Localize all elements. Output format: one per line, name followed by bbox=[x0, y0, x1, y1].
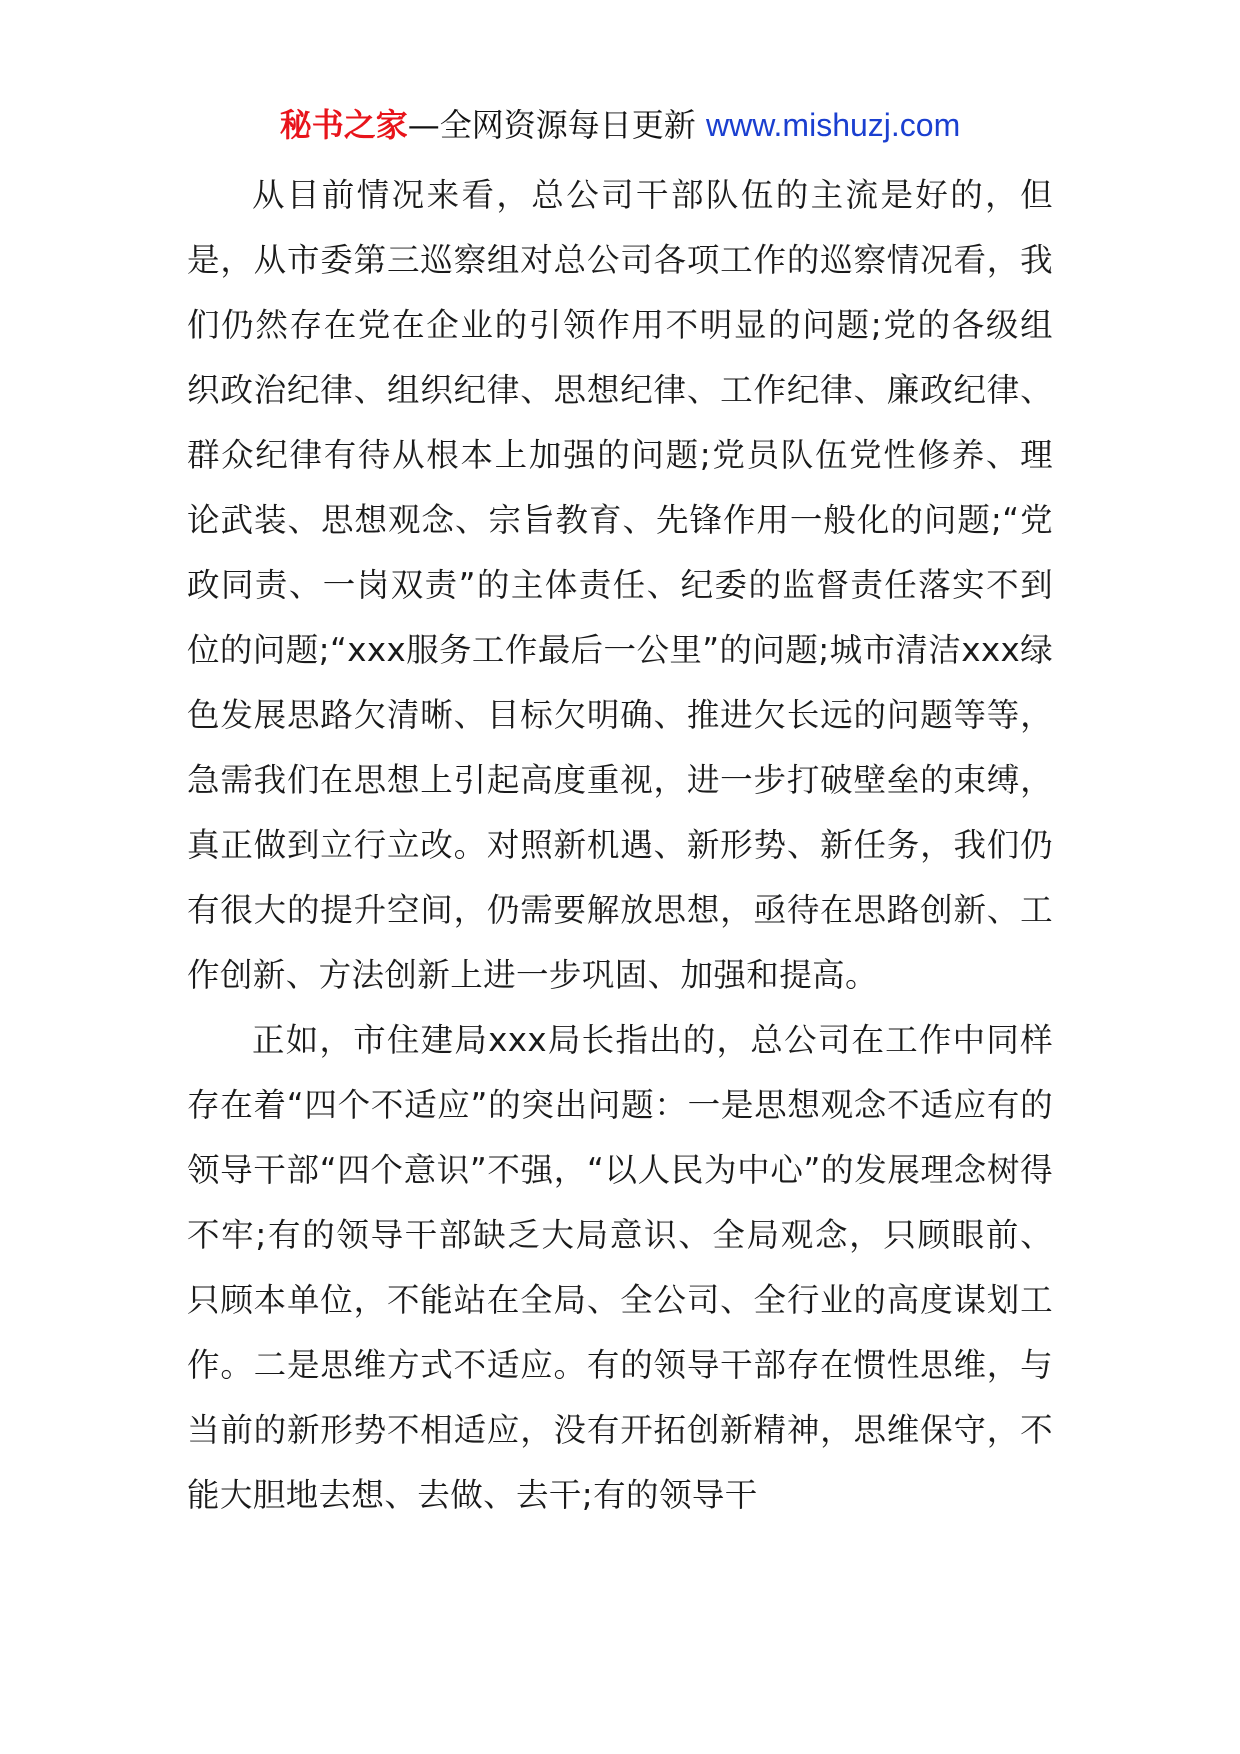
document-body bbox=[187, 163, 1053, 1528]
brand-name: 秘书之家 bbox=[279, 106, 408, 144]
site-url-link[interactable]: www.mishuzj.com bbox=[705, 107, 961, 143]
paragraph-2: 正如，市住建局xxx局长指出的，总公司在工作中同样存在着“四个不适应”的突出问题：一是思想观念不适应有的领导干部“四个意识”不强，“以人民为中心”的发展理念树得不牢;有的领导干部缺乏大局意识、全局观念，只顾眼前、只顾本单位，不能站在全局、全公司、全行业的高度谋划工作。二是思维方式不适应。有的领导干部存在惯性思维，与当前的新形势不相适应，没有开拓创新精神，思维保守，不能大胆地去想、去做、去干;有的领导干 bbox=[187, 1021, 1053, 1514]
watermark-header bbox=[0, 103, 1240, 147]
paragraph-1: 从目前情况来看，总公司干部队伍的主流是好的，但是，从市委第三巡察组对总公司各项工作的巡察情况看，我们仍然存在党在企业的引领作用不明显的问题;党的各级组织政治纪律、组织纪律、思想纪律、工作纪律、廉政纪律、群众纪律有待从根本上加强的问题;党员队伍党性修养、理论武装、思想观念、宗旨教育、先锋作用一般化的问题;“党政同责、一岗双责”的主体责任、纪委的监督责任落实不到位的问题;“xxx服务工作最后一公里”的问题;城市清洁xxx绿色发展思路欠清晰、目标欠明确、推进欠长远的问题等等，急需我们在思想上引起高度重视，进一步打破壁垒的束缚，真正做到立行立改。对照新机遇、新形势、新任务，我们仍有很大的提升空间，仍需要解放思想，亟待在思路创新、工作创新、方法创新上进一步巩固、加强和提高。 bbox=[187, 176, 1053, 994]
header-slogan: —全网资源每日更新 bbox=[407, 106, 706, 144]
